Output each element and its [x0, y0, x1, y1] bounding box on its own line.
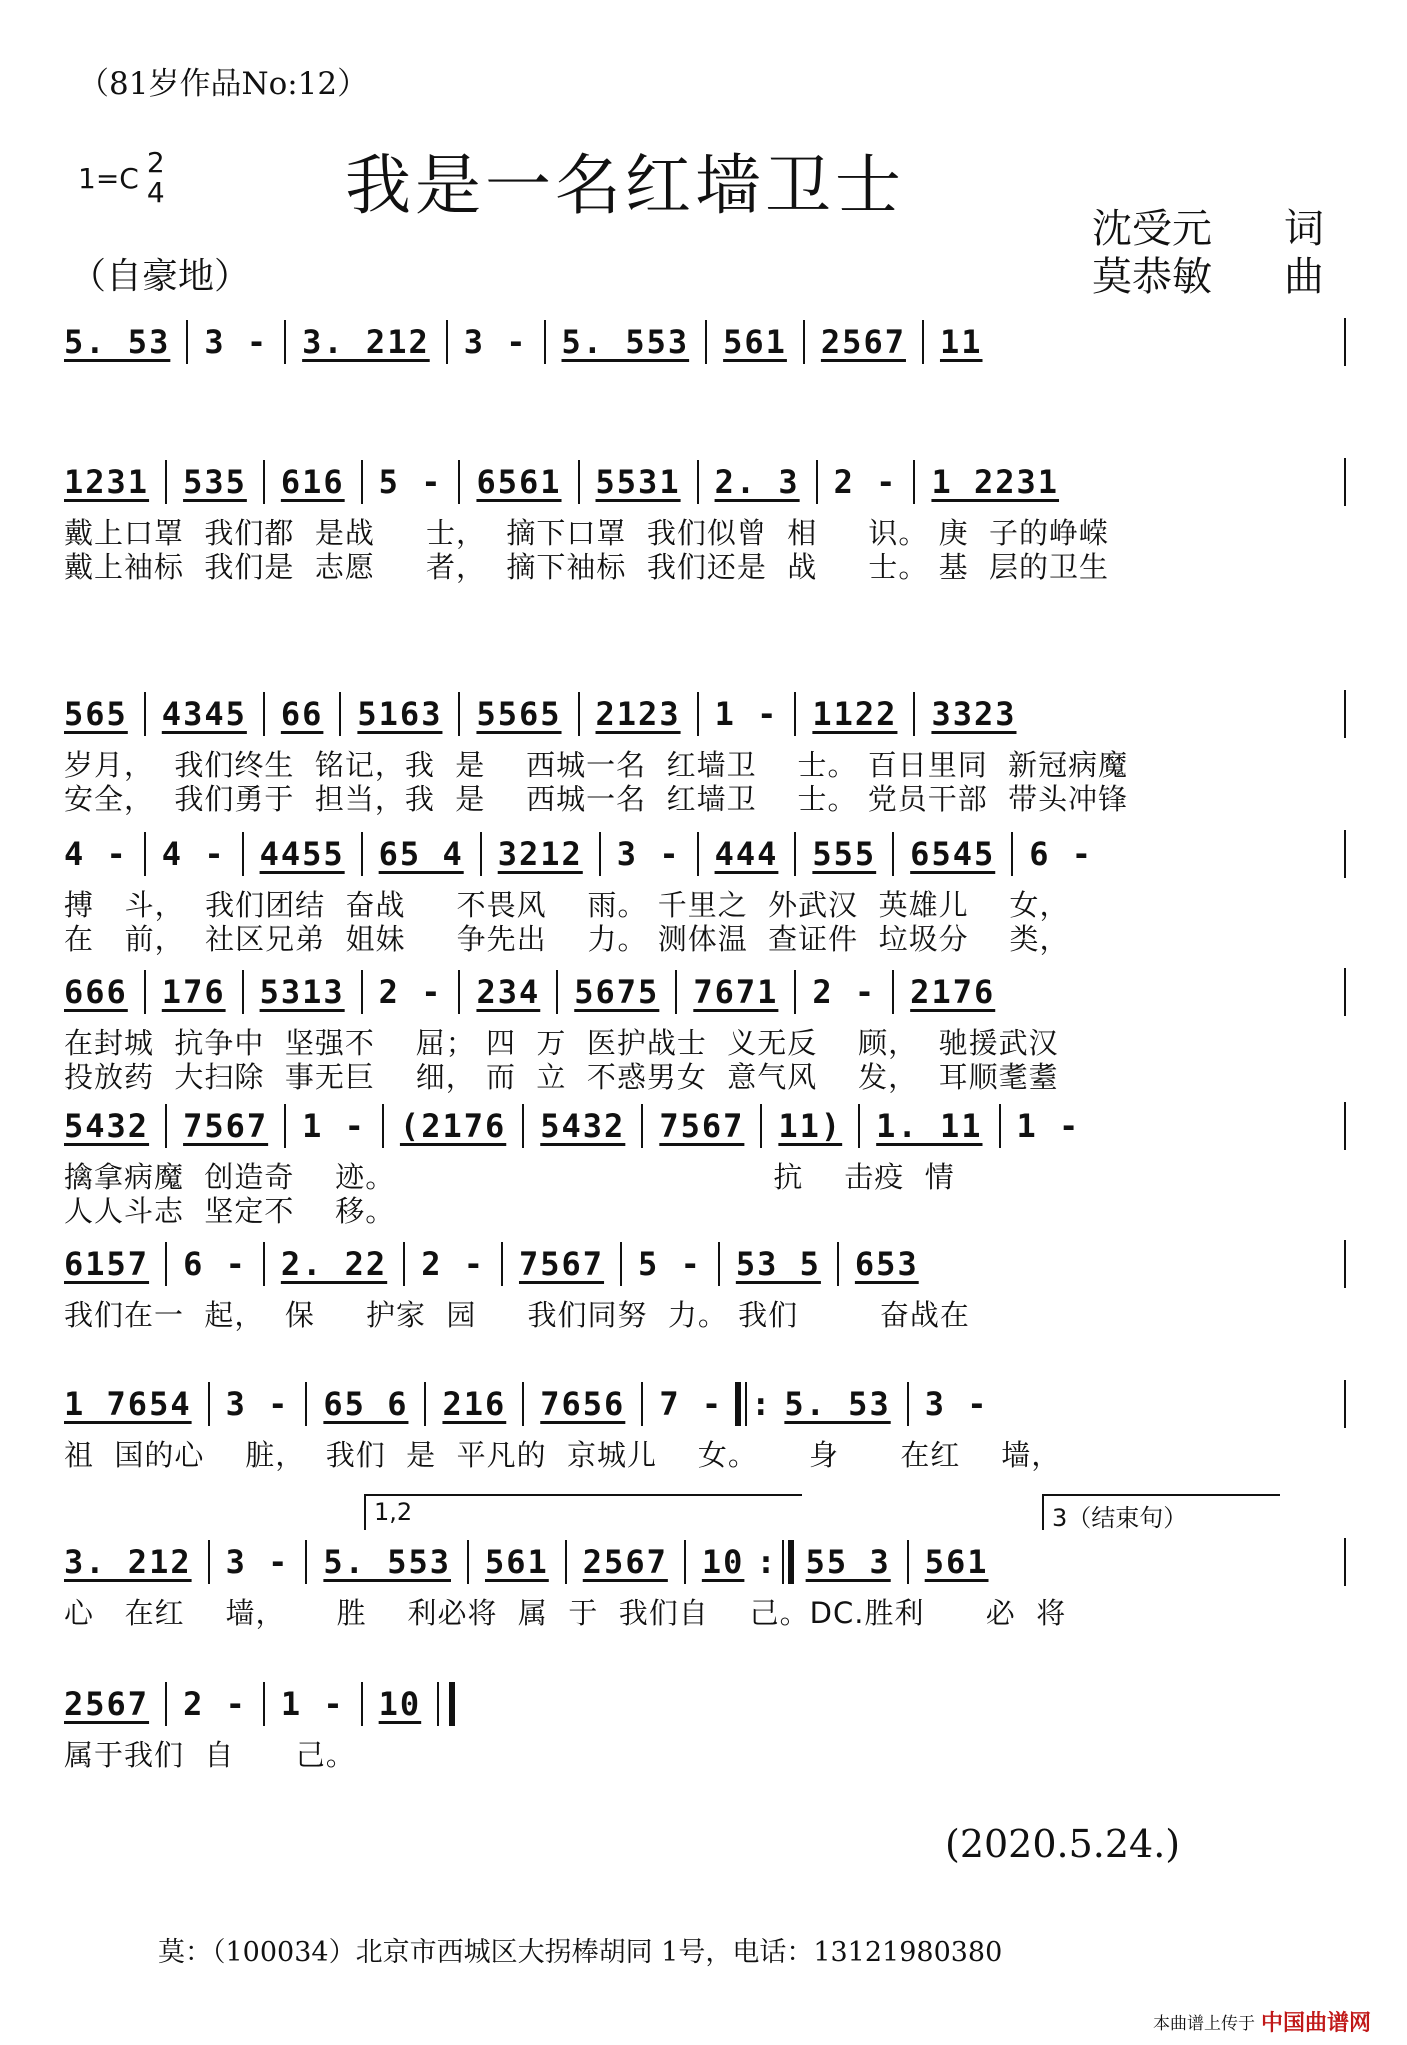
- measure: 2 -: [378, 973, 443, 1011]
- score-system: [64, 690, 1346, 816]
- volta-final-ending: 3（结束句）: [1042, 1494, 1280, 1530]
- barline: [892, 970, 894, 1014]
- measure: 65 4: [378, 835, 464, 873]
- barline: [907, 1540, 909, 1584]
- score-system: [64, 1680, 1346, 1772]
- composer-credit: [1092, 253, 1324, 301]
- measure: 7656: [540, 1385, 626, 1423]
- measure: 5. 53: [784, 1385, 891, 1423]
- barline: [458, 692, 460, 736]
- measure: 6 -: [183, 1245, 247, 1283]
- expression-mark: （自豪地）: [70, 256, 251, 297]
- repeat-end-barline: :: [756, 1540, 793, 1584]
- measure: 2 -: [183, 1685, 247, 1723]
- barline: [467, 1540, 469, 1584]
- measure: 7567: [659, 1107, 745, 1145]
- measure: 2. 22: [280, 1245, 388, 1283]
- composer-name: 莫恭敏: [1092, 254, 1212, 300]
- measure: 55 3: [805, 1543, 891, 1581]
- measure: 3212: [497, 835, 583, 873]
- barline: [458, 970, 460, 1014]
- composition-note: （81岁作品No:12）: [78, 66, 369, 102]
- watermark-brand: 中国曲谱网: [1260, 2011, 1371, 2036]
- barline: [144, 832, 146, 876]
- measure: (2176: [399, 1107, 507, 1145]
- measure: 6545: [910, 835, 996, 873]
- barline: [446, 320, 448, 364]
- measure: 1 -: [714, 695, 779, 733]
- measure: 7 -: [659, 1385, 724, 1423]
- barline: [837, 1242, 839, 1286]
- lyrics-line: 擒拿病魔 创造奇 迹。 抗 击疫 情: [64, 1160, 955, 1194]
- measure: 561: [484, 1543, 549, 1581]
- barline: [803, 320, 805, 364]
- lyrics-line: 我们在一 起， 保 护家 园 我们同努 力。 我们 奋战在: [64, 1298, 970, 1332]
- barline: [675, 970, 677, 1014]
- measure: 5675: [574, 973, 660, 1011]
- key-label: 1=C: [78, 161, 139, 195]
- measure: 5. 553: [323, 1543, 451, 1581]
- lyrics-line: 在封城 抗争中 坚强不 屈； 四 万 医护战士 义无反 顾， 驰援武汉: [64, 1026, 1059, 1060]
- barline: [794, 970, 796, 1014]
- barline: [144, 970, 146, 1014]
- score-system: [64, 1380, 1346, 1472]
- barline: [208, 1382, 210, 1426]
- measure: 10: [378, 1685, 422, 1723]
- score-system: [64, 1498, 1346, 1630]
- measure: 444: [714, 835, 779, 873]
- notation-row: [64, 690, 1346, 738]
- notation-row: [64, 1538, 1346, 1586]
- barline: [697, 832, 699, 876]
- measure: 5531: [595, 463, 681, 501]
- barline: [165, 1682, 167, 1726]
- barline: [684, 1540, 686, 1584]
- measure: 1 -: [302, 1107, 366, 1145]
- measure: 2 -: [833, 463, 898, 501]
- contact-footer: 莫：（100034）北京市西城区大拐棒胡同 1号，电话：13121980380: [158, 1937, 1003, 1968]
- lyrics-line: 搏 斗， 我们团结 奋战 不畏风 雨。 千里之 外武汉 英雄儿 女，: [64, 888, 1070, 922]
- measure: 2123: [595, 695, 681, 733]
- score-system: [64, 968, 1346, 1094]
- measure: 3 -: [463, 323, 528, 361]
- measure: 616: [280, 463, 345, 501]
- measure: 555: [812, 835, 877, 873]
- barline: [165, 1104, 167, 1148]
- measure: 2567: [582, 1543, 668, 1581]
- barline: [361, 970, 363, 1014]
- repeat-start-barline: :: [735, 1382, 772, 1426]
- measure: 3 -: [225, 1385, 290, 1423]
- barline: [697, 692, 699, 736]
- lyrics-line: 投放药 大扫除 事无巨 细， 而 立 不惑男女 意气风 发， 耳顺耄耋: [64, 1060, 1059, 1094]
- barline: [565, 1540, 567, 1584]
- measure: 535: [183, 463, 247, 501]
- notation-row: [64, 1680, 504, 1728]
- measure: 5313: [259, 973, 345, 1011]
- barline: [794, 692, 796, 736]
- measure: 3. 212: [64, 1543, 192, 1581]
- barline: [361, 832, 363, 876]
- lyrics-line: 祖 国的心 脏， 我们 是 平凡的 京城儿 女。 身 在红 墙，: [64, 1438, 1062, 1472]
- measure: 5432: [540, 1107, 626, 1145]
- measure: 1. 11: [876, 1107, 983, 1145]
- measure: 2567: [64, 1685, 150, 1723]
- measure: 4 -: [161, 835, 226, 873]
- score-system: [64, 1240, 1346, 1332]
- song-title: 我是一名红墙卫士: [345, 147, 905, 224]
- barline: [263, 1242, 265, 1286]
- notation-row: [64, 830, 1346, 878]
- barline: [1011, 832, 1013, 876]
- composition-date: (2020.5.24.): [945, 1822, 1181, 1866]
- measure: 4 -: [64, 835, 128, 873]
- measure: 2567: [820, 323, 906, 361]
- notation-row: [64, 1102, 1346, 1150]
- lyrics-line: 在 前， 社区兄弟 姐妹 争先出 力。 测体温 查证件 垃圾分 类，: [64, 922, 1070, 956]
- barline: [263, 1682, 265, 1726]
- barline: [305, 1540, 307, 1584]
- measure: 653: [854, 1245, 919, 1283]
- score-system: [64, 830, 1346, 956]
- measure: 4455: [259, 835, 345, 873]
- barline: [794, 832, 796, 876]
- measure: 6 -: [1029, 835, 1094, 873]
- barline: [208, 1540, 210, 1584]
- measure: 5. 553: [561, 323, 690, 361]
- barline: [641, 1382, 643, 1426]
- measure: 1 -: [280, 1685, 345, 1723]
- barline: [922, 320, 924, 364]
- measure: 65 6: [323, 1385, 409, 1423]
- notation-row: [64, 458, 1346, 506]
- measure: 3 -: [204, 323, 269, 361]
- notation-row: [64, 968, 1346, 1016]
- barline: [913, 460, 915, 504]
- measure: 1 -: [1016, 1107, 1081, 1145]
- lyrics-line: 安全， 我们勇于 担当，我 是 西城一名 红墙卫 士。 党员干部 带头冲锋: [64, 782, 1129, 816]
- measure: 3 -: [924, 1385, 989, 1423]
- score-system: [64, 458, 1346, 584]
- time-bottom: 4: [146, 176, 165, 209]
- measure: 6157: [64, 1245, 150, 1283]
- barline: [186, 320, 188, 364]
- composer-role: 曲: [1284, 254, 1324, 300]
- measure: 3 -: [616, 835, 681, 873]
- measure: 53 5: [735, 1245, 821, 1283]
- barline: [620, 1242, 622, 1286]
- barline: [705, 320, 707, 364]
- notation-row: [64, 1240, 1346, 1288]
- score-system: [64, 1102, 1346, 1228]
- lyricist-credit: [1092, 205, 1324, 253]
- measure: 5 -: [638, 1245, 702, 1283]
- measure: 5. 53: [64, 323, 171, 361]
- barline: [641, 1104, 643, 1148]
- lyrics-line: 岁月， 我们终生 铭记，我 是 西城一名 红墙卫 士。 百日里同 新冠病魔: [64, 748, 1129, 782]
- measure: 2 -: [812, 973, 877, 1011]
- measure: 5432: [64, 1107, 150, 1145]
- barline: [284, 320, 286, 364]
- lyricist-name: 沈受元: [1092, 206, 1212, 252]
- measure: 1 7654: [64, 1385, 192, 1423]
- barline: [816, 460, 818, 504]
- measure: 11): [778, 1107, 843, 1145]
- barline: [242, 832, 244, 876]
- barline: [361, 1682, 363, 1726]
- barline: [165, 460, 167, 504]
- lyricist-role: 词: [1284, 206, 1324, 252]
- final-barline: [449, 1682, 455, 1726]
- barline: [522, 1382, 524, 1426]
- measure: 3323: [931, 695, 1017, 733]
- barline: [284, 1104, 286, 1148]
- barline: [361, 460, 363, 504]
- measure: 3. 212: [302, 323, 430, 361]
- notation-row: [64, 318, 1346, 366]
- barline: [165, 1242, 167, 1286]
- lyrics-line: 属于我们 自 己。: [64, 1738, 356, 1772]
- score-system: [64, 318, 1346, 366]
- barline: [858, 1104, 860, 1148]
- lyrics-line: 戴上袖标 我们是 志愿 者， 摘下袖标 我们还是 战 士。 基 层的卫生: [64, 550, 1110, 584]
- barline: [907, 1382, 909, 1426]
- barline: [382, 1104, 384, 1148]
- barline: [403, 1242, 405, 1286]
- barline: [718, 1242, 720, 1286]
- barline: [424, 1382, 426, 1426]
- barline: [522, 1104, 524, 1148]
- measure: 10: [701, 1543, 745, 1581]
- notation-row: [64, 1380, 1346, 1428]
- barline: [913, 692, 915, 736]
- measure: 7567: [518, 1245, 605, 1283]
- barline: [544, 320, 546, 364]
- barline: [999, 1104, 1001, 1148]
- measure: 561: [723, 323, 787, 361]
- barline: [760, 1104, 762, 1148]
- barline: [480, 832, 482, 876]
- measure: 666: [64, 973, 128, 1011]
- lyrics-line: 心 在红 墙， 胜 利必将 属 于 我们自 己。DC.胜利 必 将: [64, 1596, 1067, 1630]
- measure: 216: [442, 1385, 507, 1423]
- measure: 2 -: [421, 1245, 485, 1283]
- barline: [305, 1382, 307, 1426]
- measure: 5565: [476, 695, 562, 733]
- lyrics-line: 人人斗志 坚定不 移。: [64, 1194, 396, 1228]
- key-signature: [78, 148, 165, 208]
- measure: 176: [161, 973, 226, 1011]
- lyrics-line: 戴上口罩 我们都 是战 士， 摘下口罩 我们似曾 相 识。 庚 子的峥嵘: [64, 516, 1110, 550]
- watermark: [1153, 2006, 1371, 2037]
- barline: [578, 460, 580, 504]
- barline: [242, 970, 244, 1014]
- measure: 7567: [183, 1107, 269, 1145]
- measure: 6561: [476, 463, 562, 501]
- barline: [458, 460, 460, 504]
- measure: 2. 3: [714, 463, 800, 501]
- measure: 1 2231: [931, 463, 1060, 501]
- barline: [599, 832, 601, 876]
- measure: 1122: [812, 695, 898, 733]
- barline: [578, 692, 580, 736]
- barline: [556, 970, 558, 1014]
- credits: [1092, 205, 1324, 301]
- measure: 565: [64, 695, 128, 733]
- measure: 11: [939, 323, 983, 361]
- barline: [437, 1682, 439, 1726]
- barline: [144, 692, 146, 736]
- measure: 4345: [161, 695, 247, 733]
- time-top: 2: [146, 146, 165, 179]
- barline: [263, 460, 265, 504]
- measure: 5 -: [378, 463, 443, 501]
- time-signature: [147, 148, 165, 208]
- measure: 2176: [910, 973, 996, 1011]
- barline: [697, 460, 699, 504]
- barline: [339, 692, 341, 736]
- measure: 561: [924, 1543, 989, 1581]
- measure: 234: [476, 973, 541, 1011]
- barline: [263, 692, 265, 736]
- watermark-prefix: 本曲谱上传于: [1152, 2014, 1255, 2034]
- measure: 1231: [64, 463, 150, 501]
- measure: 7671: [693, 973, 779, 1011]
- measure: 3 -: [225, 1543, 290, 1581]
- measure: 66: [280, 695, 324, 733]
- measure: 5163: [357, 695, 443, 733]
- barline: [892, 832, 894, 876]
- volta-first-ending: 1,2: [364, 1494, 802, 1530]
- barline: [501, 1242, 503, 1286]
